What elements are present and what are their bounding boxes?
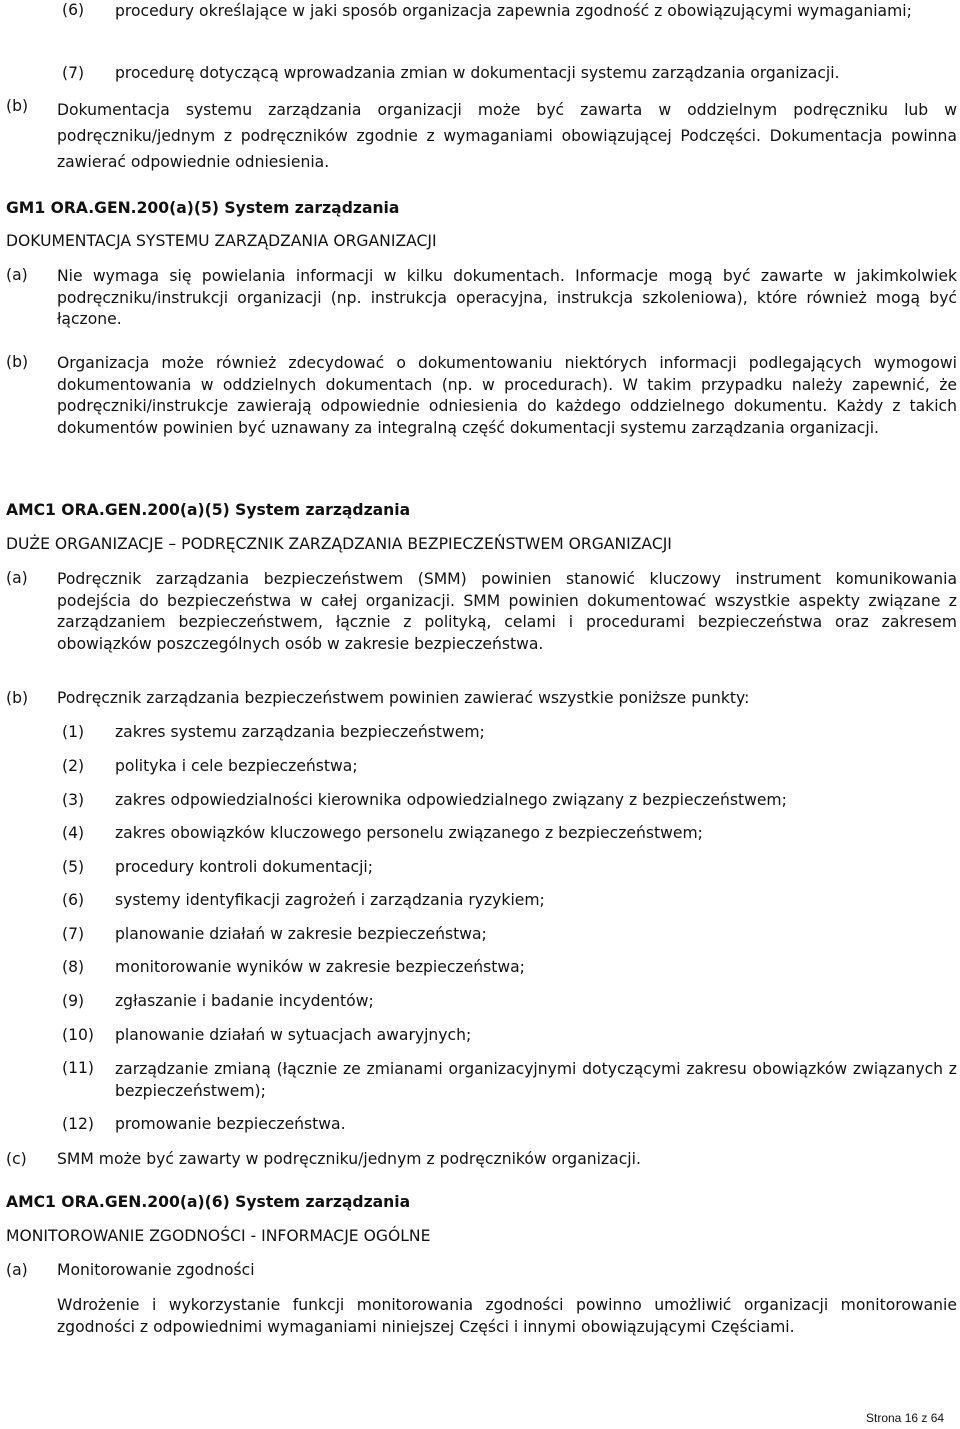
list-item-text: zakres obowiązków kluczowego personelu związanego z bezpieczeństwem; xyxy=(115,824,703,842)
paragraph-text: Podręcznik zarządzania bezpieczeństwem (SMM) powinien stanowić kluczowy instrument komunikowania podejścia do bezpieczeństwa w całej organizacji. SMM powinien dokumentować wszystkie aspekty związane z zarządzaniem bezpieczeństwem, łącznie z polityką, celami i procedurami bezpieczeństwa oraz zakresem obowiązków poszczególnych osób w zakresie bezpieczeństwa. xyxy=(57,570,957,653)
list-item-text: monitorowanie wyników w zakresie bezpieczeństwa; xyxy=(115,958,525,976)
list-item-marker: (8) xyxy=(62,958,85,976)
page-separator: z xyxy=(921,1411,928,1425)
section-heading: GM1 ORA.GEN.200(a)(5) System zarządzania xyxy=(6,199,400,217)
list-item-marker: (12) xyxy=(62,1115,95,1133)
list-item-marker: (11) xyxy=(62,1059,95,1077)
list-item-marker: (10) xyxy=(62,1026,95,1044)
item-text: procedurę dotyczącą wprowadzania zmian w dokumentacji systemu zarządzania organizacji. xyxy=(115,64,840,82)
paragraph-marker: (b) xyxy=(6,353,29,371)
list-item-text: planowanie działań w sytuacjach awaryjnych; xyxy=(115,1026,472,1044)
list-item-text: zakres odpowiedzialności kierownika odpowiedzialnego związany z bezpieczeństwem; xyxy=(115,791,787,809)
list-item-marker: (6) xyxy=(62,891,85,909)
list-item-marker: (7) xyxy=(62,925,85,943)
page-prefix: Strona xyxy=(866,1411,902,1425)
paragraph-marker: (b) xyxy=(6,689,29,707)
list-item-text: systemy identyfikacji zagrożeń i zarządzania ryzykiem; xyxy=(115,891,545,909)
paragraph-marker: (a) xyxy=(6,1261,28,1279)
list-item-text: promowanie bezpieczeństwa. xyxy=(115,1115,346,1133)
paragraph-marker: (b) xyxy=(6,97,29,115)
page-number xyxy=(866,1411,944,1425)
paragraph-marker: (c) xyxy=(6,1150,27,1168)
list-item-text: zakres systemu zarządzania bezpieczeństwem; xyxy=(115,723,485,741)
paragraph-marker: (a) xyxy=(6,266,28,284)
paragraph-text: Organizacja może również zdecydować o dokumentowaniu niektórych informacji podlegających wymogowi dokumentowania w oddzielnych dokumentach (np. w procedurach). W takim przypadku należy zapewnić, że podręczniki/instrukcje zawierają odpowiednie odniesienia do każdego oddzielnego dokumentu. Każdy z takich dokumentów powinien być uznawany za integralną część dokumentacji systemu zarządzania organizacji. xyxy=(57,354,957,437)
item-marker: (7) xyxy=(62,64,85,82)
section-subheading: DOKUMENTACJA SYSTEMU ZARZĄDZANIA ORGANIZACJI xyxy=(6,232,437,250)
list-item-marker: (5) xyxy=(62,858,85,876)
section-heading: AMC1 ORA.GEN.200(a)(5) System zarządzania xyxy=(6,501,411,519)
list-item-marker: (2) xyxy=(62,757,85,775)
list-item-marker: (3) xyxy=(62,791,85,809)
item-text: procedury określające w jaki sposób organizacja zapewnia zgodność z obowiązującymi wymaganiami; xyxy=(115,2,912,20)
paragraph-text: Wdrożenie i wykorzystanie funkcji monitorowania zgodności powinno umożliwić organizacji monitorowanie zgodności z odpowiednimi wymaganiami niniejszej Części i innymi obowiązującymi Częściami. xyxy=(57,1296,957,1336)
list-item-text: planowanie działań w zakresie bezpieczeństwa; xyxy=(115,925,487,943)
list-item-text: zarządzanie zmianą (łącznie ze zmianami organizacyjnymi dotyczącymi zakresu obowiązków związanych z bezpieczeństwem); xyxy=(115,1060,957,1100)
page-current: 16 xyxy=(904,1411,919,1425)
paragraph-title: Monitorowanie zgodności xyxy=(57,1261,255,1279)
item-marker: (6) xyxy=(62,1,85,19)
paragraph-marker: (a) xyxy=(6,569,28,587)
list-item-text: zgłaszanie i badanie incydentów; xyxy=(115,992,374,1010)
paragraph-text: Dokumentacja systemu zarządzania organizacji może być zawarta w oddzielnym podręczniku lub w podręczniku/jednym z podręczników zgodnie z wymaganiami obowiązującej Podczęści. Dokumentacja powinna zawierać odpowiednie odniesienia. xyxy=(57,101,957,171)
page-total: 64 xyxy=(930,1411,945,1425)
paragraph-text: Nie wymaga się powielania informacji w kilku dokumentach. Informacje mogą być zawarte w jakimkolwiek podręczniku/instrukcji organizacji (np. instrukcja operacyjna, instrukcja szkoleniowa), które również mogą być łączone. xyxy=(57,267,957,328)
list-item-marker: (9) xyxy=(62,992,85,1010)
section-heading: AMC1 ORA.GEN.200(a)(6) System zarządzania xyxy=(6,1193,411,1211)
paragraph-text: Podręcznik zarządzania bezpieczeństwem powinien zawierać wszystkie poniższe punkty: xyxy=(57,689,750,707)
list-item-text: polityka i cele bezpieczeństwa; xyxy=(115,757,358,775)
section-subheading: DUŻE ORGANIZACJE – PODRĘCZNIK ZARZĄDZANIA BEZPIECZEŃSTWEM ORGANIZACJI xyxy=(6,535,672,553)
list-item-text: procedury kontroli dokumentacji; xyxy=(115,858,373,876)
list-item-marker: (1) xyxy=(62,723,85,741)
list-item-marker: (4) xyxy=(62,824,85,842)
paragraph-text: SMM może być zawarty w podręczniku/jednym z podręczników organizacji. xyxy=(57,1150,641,1168)
section-subheading: MONITOROWANIE ZGODNOŚCI - INFORMACJE OGÓLNE xyxy=(6,1227,431,1245)
